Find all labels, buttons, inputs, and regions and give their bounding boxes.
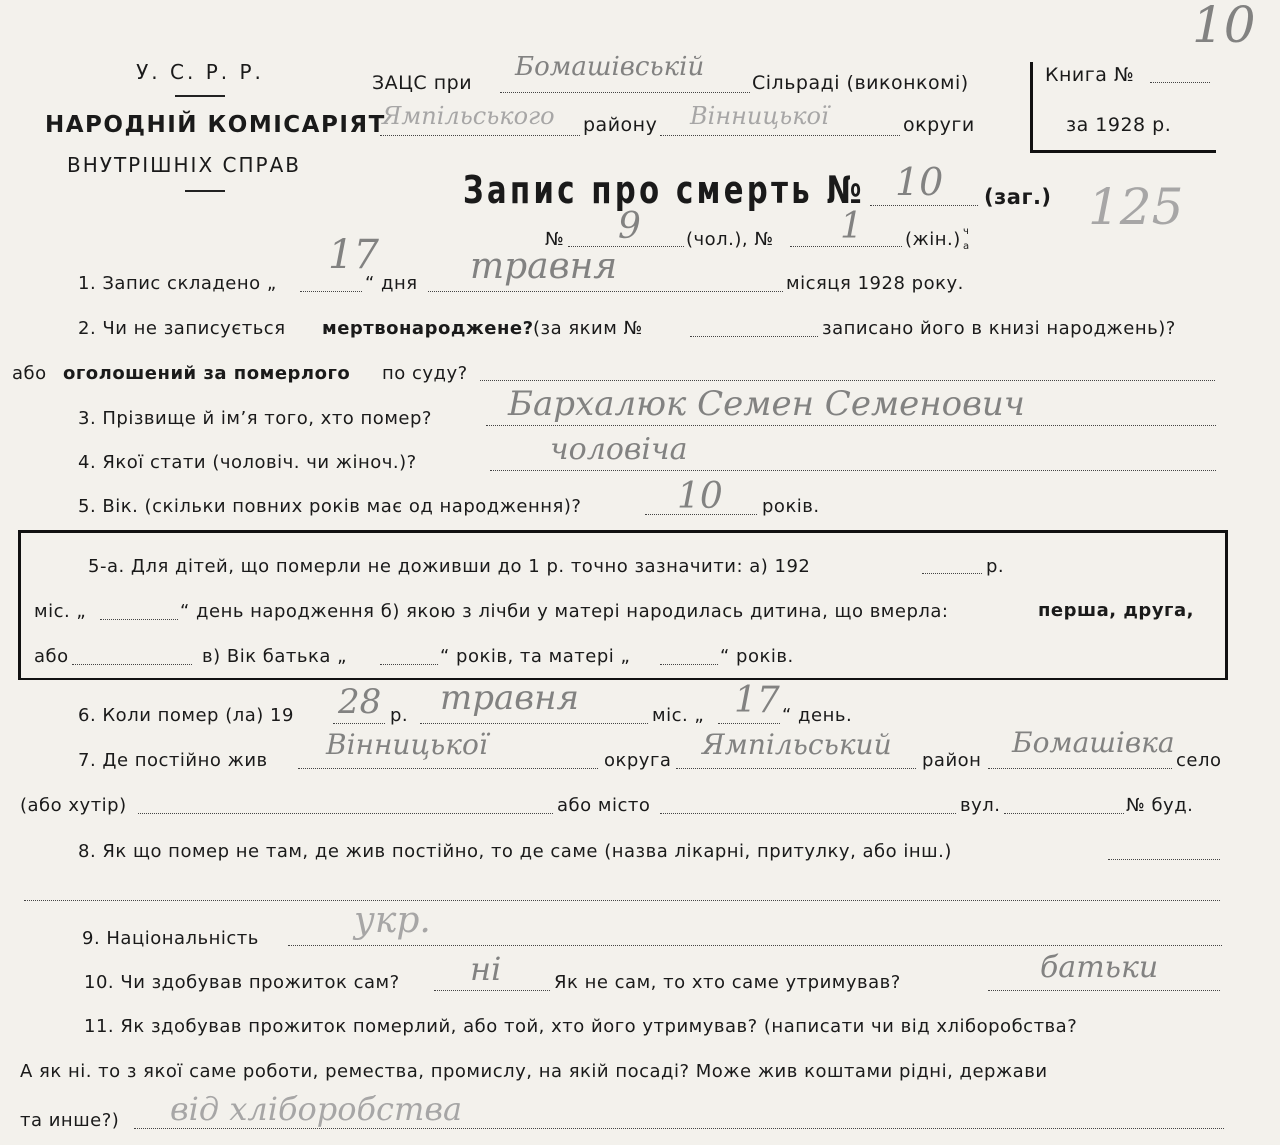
item5a-line3c: “ років, та матері „ <box>440 646 631 667</box>
item2-end: записано його в книзі народжень)? <box>822 318 1176 339</box>
item6-month-handwritten: травня <box>440 678 579 718</box>
female-number-handwritten: 1 <box>840 206 863 247</box>
item2-label: 2. Чи не записується <box>78 318 286 339</box>
item5-end: років. <box>762 496 820 517</box>
field-line <box>500 92 750 93</box>
item5a-line1-end: р. <box>986 556 1005 577</box>
item1-month-handwritten: травня <box>470 246 618 287</box>
field-line <box>298 768 598 769</box>
zags-prefix: ЗАЦС при <box>372 72 473 94</box>
item3-handwritten: Бархалюк Семен Семенович <box>508 384 1025 424</box>
okruha-label: округи <box>903 114 975 136</box>
item7-rayon-handwritten: Ямпільський <box>702 728 892 761</box>
item7b-street: вул. <box>960 795 1001 816</box>
item6-day-handwritten: 17 <box>734 680 780 721</box>
item4-handwritten: чоловіча <box>550 432 688 467</box>
field-line <box>380 135 580 136</box>
item7-rayon-label: район <box>922 750 982 771</box>
field-line <box>988 768 1172 769</box>
item2b-label: або <box>12 363 47 384</box>
item7-selo-handwritten: Бомашівка <box>1012 726 1175 759</box>
item7b-city: або місто <box>557 795 651 816</box>
field-line <box>134 1128 1224 1129</box>
field-line <box>922 573 982 574</box>
item1-mid: “ дня <box>365 273 418 294</box>
field-line <box>428 291 783 292</box>
item5a-line2a: міс. „ <box>34 601 87 622</box>
item10-handwritten: ні <box>470 950 502 988</box>
male-label: (чол.), № <box>686 229 774 250</box>
district-label: району <box>583 114 658 136</box>
female-sub: а <box>963 241 970 252</box>
item3-label: 3. Прізвище й ім’я того, хто помер? <box>78 408 432 429</box>
field-line <box>434 990 550 991</box>
item7-okruha-handwritten: Вінницької <box>326 728 488 761</box>
field-line <box>138 813 553 814</box>
male-number-handwritten: 9 <box>618 206 641 247</box>
field-line <box>380 664 438 665</box>
field-line <box>72 664 192 665</box>
field-line <box>988 990 1220 991</box>
item7b-building: № буд. <box>1126 795 1194 816</box>
item11-handwritten: від хліборобства <box>170 1090 463 1128</box>
item9-handwritten: укр. <box>354 900 431 941</box>
dept-label: ВНУТРІШНІХ СПРАВ <box>67 153 301 177</box>
item1-day-handwritten: 17 <box>328 232 379 278</box>
field-line <box>100 619 178 620</box>
item7-label: 7. Де постійно жив <box>78 750 268 771</box>
field-line <box>300 291 362 292</box>
council-label: Сільраді (виконкомі) <box>752 72 969 94</box>
field-line <box>1150 82 1210 83</box>
field-line <box>718 723 780 724</box>
item6-end: “ день. <box>782 705 853 726</box>
male-no-prefix: № <box>545 229 565 250</box>
divider <box>175 95 225 97</box>
record-suffix: (заг.) <box>984 185 1052 209</box>
item11-line3: та инше?) <box>20 1110 120 1131</box>
field-line <box>1004 813 1124 814</box>
item1-end: місяця 1928 року. <box>786 273 964 294</box>
field-line <box>660 664 718 665</box>
field-line <box>480 380 1215 381</box>
item7-okruha-label: округа <box>604 750 672 771</box>
item5a-line3a: або <box>34 646 69 667</box>
item10-label: 10. Чи здобував прожиток сам? <box>84 972 400 993</box>
item5a-line3d: “ років. <box>720 646 794 667</box>
item4-label: 4. Якої стати (чоловіч. чи жіноч.)? <box>78 452 417 473</box>
field-line <box>870 205 978 206</box>
field-line <box>690 336 818 337</box>
district-handwritten: Ямпільського <box>382 102 555 130</box>
item11-line1: 11. Як здобував прожиток померлий, або той, хто його утримував? (написати чи від хліборобства? <box>84 1016 1078 1037</box>
item5-label: 5. Вік. (скільки повних років має од народження)? <box>78 496 582 517</box>
item5a-line3b: в) Вік батька „ <box>202 646 347 667</box>
item6-year-handwritten: 28 <box>338 682 382 722</box>
field-line <box>676 768 916 769</box>
field-line <box>288 945 1222 946</box>
commissariat-label: НАРОДНІЙ КОМІСАРІЯТ <box>45 112 386 138</box>
item7-selo-label: село <box>1176 750 1222 771</box>
council-handwritten: Бомашівській <box>515 52 705 82</box>
field-line <box>660 135 900 136</box>
item6-label: 6. Коли помер (ла) 19 <box>78 705 294 726</box>
item7b-label: (або хутір) <box>20 795 127 816</box>
corner-number: 10 <box>1192 0 1256 54</box>
item5a-line1: 5-а. Для дітей, що померли не доживши до 1 р. точно зазначити: а) 192 <box>88 556 811 577</box>
side-number: 125 <box>1088 178 1184 236</box>
okruha-handwritten: Вінницької <box>690 102 829 130</box>
item2-bold: мертвонароджене? <box>322 318 534 339</box>
item6-mis: міс. „ <box>652 705 705 726</box>
item2b-end: по суду? <box>382 363 468 384</box>
item10-mid: Як не сам, то хто саме утримував? <box>554 972 901 993</box>
field-line <box>490 470 1216 471</box>
item9-label: 9. Національність <box>82 928 259 949</box>
item10-supporter-handwritten: батьки <box>1040 950 1159 985</box>
header-left <box>0 60 400 84</box>
female-label: (жін.) <box>905 229 961 250</box>
field-line <box>333 723 385 724</box>
field-line <box>660 813 956 814</box>
item5-handwritten: 10 <box>677 476 723 517</box>
field-line <box>420 723 648 724</box>
record-number-handwritten: 10 <box>895 160 944 204</box>
book-box-border <box>1030 150 1216 153</box>
item5a-line2b: “ день народження б) якою з лічби у матері народилась дитина, що вмерла: <box>180 601 949 622</box>
republic-label: У. С. Р. Р. <box>136 60 264 84</box>
field-line <box>486 425 1216 426</box>
field-line <box>1108 859 1220 860</box>
item6-r: р. <box>390 705 409 726</box>
book-label: Книга № <box>1045 64 1135 86</box>
book-box-border <box>1030 62 1033 152</box>
field-line <box>24 900 1220 901</box>
item11-line2: А як ні. то з якої саме роботи, ремества, промислу, на якій посаді? Може жив коштами рідні, держави <box>20 1061 1048 1082</box>
item5a-line2-bold: перша, друга, <box>1038 600 1194 621</box>
book-year: за 1928 р. <box>1066 114 1172 136</box>
item8-label: 8. Як що помер не там, де жив постійно, то де саме (назва лікарні, притулку, або інш.) <box>78 841 952 862</box>
page-title: Запис про смерть № <box>463 168 865 212</box>
item2-rest: (за яким № <box>533 318 643 339</box>
item1-label: 1. Запис складено „ <box>78 273 277 294</box>
item2b-bold: оголошений за померлого <box>63 363 351 384</box>
female-sup: ч <box>963 226 970 237</box>
divider <box>185 190 225 192</box>
